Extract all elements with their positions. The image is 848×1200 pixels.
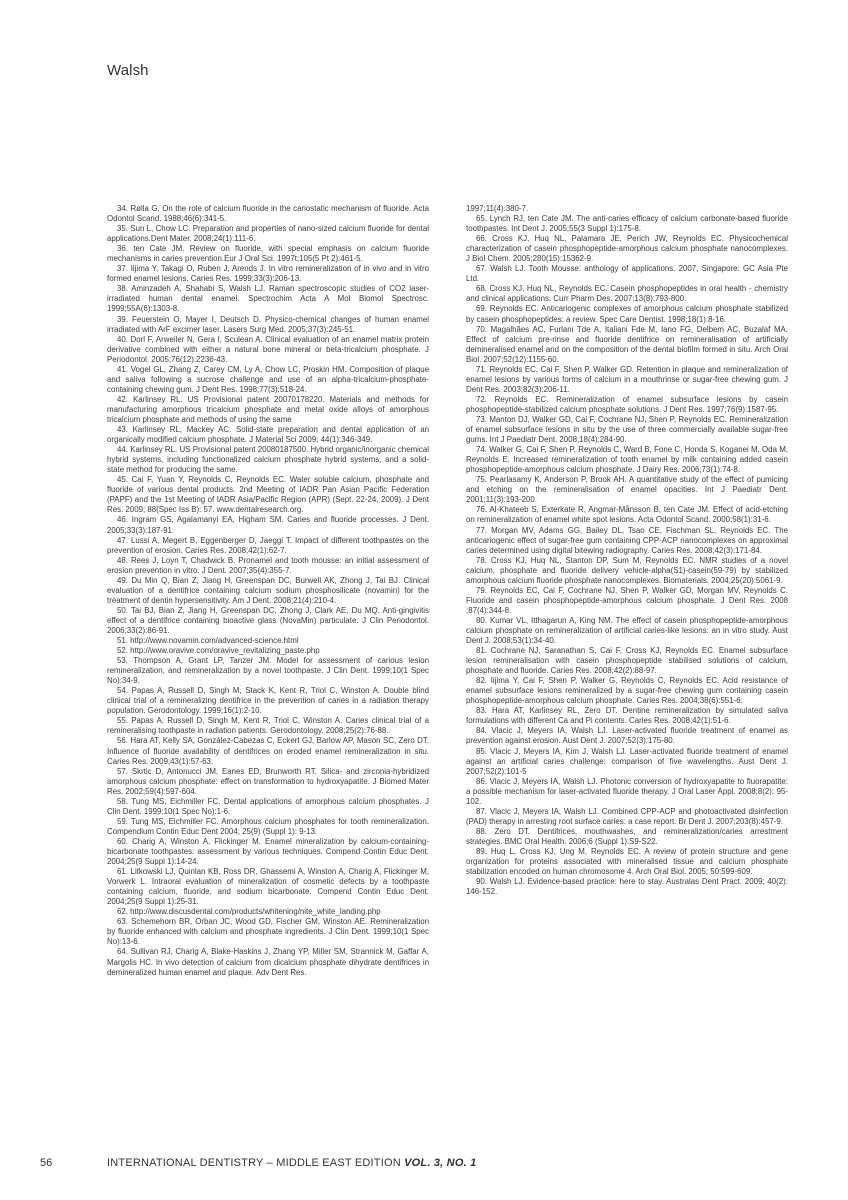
reference-entry: 86. Vlacic J, Meyers IA, Walsh LJ. Photonic conversion of hydroxyapatite to fluorapatite: a possible mechanism for laser-activated fluoride therapy. J Oral Laser Appl. 2008;8(2): 95-102.	[466, 776, 788, 806]
reference-entry: 83. Hara AT, Karlinsey RL, Zero DT. Dentine remineralization by simulated saliva formulations with different Ca and Pi contents. Caries Res. 2008;42(1):51-6.	[466, 706, 788, 726]
reference-entry: 81. Cochrane NJ, Saranathan S, Cai F, Cross KJ, Reynolds EC. Enamel subsurface lesion remineralisation with casein phosphopeptide stabilised solutions of calcium, phosphate and fluoride. Caries Res. 2008;42(2):88-97.	[466, 646, 788, 676]
references-column-right	[466, 204, 788, 897]
reference-entry: 77. Morgan MV, Adams GG, Bailey DL, Tsao CE, Fischman SL, Reynolds EC. The anticariogenic effect of sugar-free gum containing CPP-ACP nanocomplexes on approximal caries determined using digital bitewing radiography. Caries Res. 2008;42(3):171-84.	[466, 525, 788, 555]
reference-entry: 40. Dorl F, Arweiler N, Gera I, Sculean A. Clinical evaluation of an enamel matrix protein derivative combined with either a natural bone mineral or beta-tricalcium phosphate. J Periodontol. 2005;76(12):2236-43.	[107, 334, 429, 364]
reference-entry: 57. Skrtic D, Antonucci JM, Eanes ED, Brunworth RT. Silica- and zirconia-hybridized amorphous calcium phosphate: effect on transformation to hydroxyapatite. J Biomed Mater Res. 2002;59(4):597-604.	[107, 766, 429, 796]
reference-entry: 54. Papas A, Russell D, Singh M, Stack K, Kent R, Triol C, Winston A. Double blind clinical trial of a remineralizing dentifrice in the prevention of caries in a radiation therapy population. Gerodontology. 1999;16(1):2-10.	[107, 686, 429, 716]
reference-entry: 64. Sullivan RJ, Charig A, Blake-Haskins J, Zhang YP, Miller SM, Strannick M, Gaffar A, Margolis HC. In vivo detection of calcium from dicalcium phosphate dihydrate dentifrices in demineralized human enamel and plaque. Adv Dent Res.	[107, 947, 429, 977]
reference-entry: 88. Zero DT. Dentifrices, mouthwashes, and remineralization/caries arrestment strategies. BMC Oral Health. 2006;6 (Suppl 1):S9-S22.	[466, 826, 788, 846]
reference-entry: 52. http://www.oravive.com/oravive_revitalizing_paste.php	[117, 646, 320, 656]
reference-entry: 60. Charig A, Winston A, Flickinger M. Enamel mineralization by calcium-containing-bicarbonate toothpastes: assessment by various techniques. Compend Contin Educ Dent. 2004;25(9 Suppl 1):14-24.	[107, 836, 429, 867]
reference-entry: 73. Manton DJ, Walker GD, Cai F, Cochrane NJ, Shen P, Reynolds EC. Remineralization of enamel subsurface lesions in situ by the use of three commercially available sugar-free gums. Int J Paediatr Dent. 2008;18(4):284-90.	[466, 414, 788, 445]
reference-entry: 48. Rees J, Loyn T, Chadwick B. Pronamel and tooth mousse: an initial assessment of erosion prevention in vitro. J Dent. 2007;35(4):355-7.	[107, 555, 429, 575]
reference-entry: 47. Lussi A, Megert B, Eggenberger D, Jaeggi T. Impact of different toothpastes on the prevention of erosion. Caries Res. 2008;42(1):62-7.	[107, 535, 429, 555]
reference-entry: 39. Feuerstein O, Mayer I, Deutsch D. Physico-chemical changes of human enamel irradiated with ArF excimer laser. Lasers Surg Med. 2005;37(3):245-51.	[107, 314, 429, 334]
reference-entry: 79. Reynolds EC, Cai F, Cochrane NJ, Shen P, Walker GD, Morgan MV, Reynolds C. Fluoride and casein phosphopeptide-amorphous calcium phosphate. J Dent Res. 2008 ;87(4):344-8.	[466, 585, 788, 615]
reference-entry: 85. Vlacic J, Meyers IA, Kim J, Walsh LJ. Laser-activated fluoride treatment of enamel against an artificial caries challenge: comparison of five wavelengths. Aust Dent J. 2007;52(2):101-5	[466, 746, 788, 776]
journal-volume: VOL. 3, NO. 1	[404, 1157, 477, 1169]
running-header-author: Walsh	[107, 62, 149, 79]
reference-entry: 90. Walsh LJ. Evidence-based practice: here to stay. Australas Dent Pract. 2009; 40(2): 146-152.	[466, 877, 788, 897]
reference-entry: 82. Iijima Y, Cai F, Shen P, Walker G, Reynolds C, Reynolds EC. Acid resistance of enamel subsurface lesions remineralized by a sugar-free chewing gum containing casein phosphopeptide-amorphous calcium phosphate. Caries Res. 2004;38(6):551-6.	[466, 676, 788, 706]
journal-edition: – MIDDLE EAST EDITION	[266, 1157, 401, 1169]
reference-entry: 36. ten Cate JM. Review on fluoride, with special emphasis on calcium fluoride mechanisms in caries prevention.Eur J Oral Sci. 1997t;105(5 Pt 2):461-5.	[107, 244, 429, 264]
reference-entry: 70. Magalhães AC, Furlani Tde A, Italiani Fde M, Iano FG, Delbem AC, Buzalaf MA. Effect of calcium pre-rinse and fluoride dentifrice on remineralisation of artificially demineralised enamel and on the composition of the dental biofilm formed in situ. Arch Oral Biol. 2007;52(12):1155-60.	[466, 324, 788, 364]
reference-entry: 38. Aminzadeh A, Shahabi S, Walsh LJ. Raman spectroscopic studies of CO2 laser-irradiated human dental enamel. Spectrochim Acta A Mol Biomol Spectrosc. 1999;55A(6):1303-8.	[107, 284, 429, 314]
reference-entry: 78. Cross KJ, Huq NL, Stanton DP, Sum M, Reynolds EC. NMR studies of a novel calcium, phosphate and fluoride delivery vehicle-alpha(S1)-casein(59-79) by stabilized amorphous calcium fluoride phosphate nanocomplexes. Biomaterials. 2004;25(20):5061-9.	[466, 555, 788, 585]
reference-entry: 71. Reynolds EC, Cai F, Shen P, Walker GD. Retention in plaque and remineralization of enamel lesions by various forms of calcium in a mouthrinse or sugar-free chewing gum. J Dent Res. 2003;82(3):206-11.	[466, 364, 788, 394]
reference-entry: 58. Tung MS, Eichmiller FC. Dental applications of amorphous calcium phosphates. J Clin Dent. 1999;10(1 Spec No):1-6.	[107, 796, 429, 816]
reference-entry: 55. Papas A, Russell D, Singh M, Kent R, Triol C, Winston A. Caries clinical trial of a remineralising toothpaste in radiation patients. Gerodontology. 2008;25(2):76-88.	[107, 716, 429, 736]
reference-entry: 53. Thompson A, Grant LP, Tanzer JM. Model for assessment of carious lesion remineralization, and remineralization by a novel toothpaste. J Clin Dent. 1999;10(1 Spec No):34-9.	[107, 656, 429, 686]
reference-entry: 75. Pearlasamy K, Anderson P, Brook AH. A quantitative study of the effect of pumicing and etching on the remineralisation of enamel opacities. Int J Paediatr Dent. 2001;11(3):193-200.	[466, 475, 788, 505]
reference-entry: 62. http://www.discusdental.com/products/whitening/nite_white_landing.php	[117, 907, 381, 917]
reference-entry: 35. Sun L, Chow LC. Preparation and properties of nano-sized calcium fluoride for dental applications.Dent Mater. 2008;24(1):111-6.	[107, 224, 429, 244]
reference-entry: 50. Tai BJ, Bian Z, Jiang H, Greenspan DC, Zhong J, Clark AE, Du MQ. Anti-gingivitis effect of a dentifrice containing bioactive glass (NovaMin) particulate. J Clin Periodontol. 2006;33(2):86-91.	[107, 605, 429, 635]
reference-entry: 51. http://www.novamin.com/advanced-science.html	[117, 636, 299, 646]
reference-entry: 69. Reynolds EC. Anticariogenic complexes of amorphous calcium phosphate stabilized by casein phosphopeptides: a review. Spec Care Dentist. 1998;18(1):8-16.	[466, 304, 788, 324]
reference-entry: 61. Litkowski LJ, Quinlan KB, Ross DR, Ghassemi A, Winston A, Charig A, Flickinger M, Vorwerk L. Intraoral evaluation of mineralization of cosmetic defects by a toothpaste containing calcium, fluoride, and sodium bicarbonate. Compend Contin Educ Dent. 2004;25(9 Suppl 1):25-31.	[107, 867, 429, 907]
reference-entry: 72. Reynolds EC. Remineralization of enamel subsurface lesions by casein phosphopeptide-stabilized calcium phosphate solutions. J Dent Res. 1997;76(9):1587-95.	[466, 394, 788, 414]
reference-entry: 84. Vlacic J, Meyers IA, Walsh LJ. Laser-activated fluoride treatment of enamel as prevention against erosion. Aust Dent J. 2007;52(3):175-80.	[466, 726, 788, 746]
reference-entry: 63. Schemehorn BR, Orban JC, Wood GD, Fischer GM, Winston AE. Remineralization by fluoride enhanced with calcium and phosphate ingredients. J Clin Dent. 1999;10(1 Spec No):13-6.	[107, 917, 429, 947]
references-column-left	[107, 204, 429, 978]
reference-entry: 43. Karlinsey RL, Mackey AC. Solid-state preparation and dental application of an organically modified calcium phosphate. J Material Sci 2009; 44(1):346-349.	[107, 425, 429, 445]
reference-entry: 80. Kumar VL, Itthagarun A, King NM. The effect of casein phosphopeptide-amorphous calcium phosphate on remineralization of artificial caries-like lesions: an in vitro study. Aust Dent J. 2008;53(1):34-40.	[466, 615, 788, 646]
page-number: 56	[40, 1157, 53, 1169]
reference-entry: 56. Hara AT, Kelly SA, González-Cabezas C, Eckert GJ, Barlow AP, Mason SC, Zero DT. Influence of fluoride availability of dentifrices on eroded enamel remineralization in situ. Caries Res. 2009;43(1):57-63.	[107, 736, 429, 766]
reference-entry: 87. Vlacic J, Meyers IA, Walsh LJ. Combined CPP-ACP and photoactivated disinfection (PAD) therapy in arresting root surface caries: a case report. Br Dent J. 2007;203(8):457-9.	[466, 806, 788, 826]
reference-entry: 76. Al-Khateeb S, Exterkate R, Angmar-Månsson B, ten Cate JM. Effect of acid-etching on remineralization of enamel white spot lesions. Acta Odontol Scand. 2000;58(1):31-6.	[466, 505, 788, 525]
reference-entry: 68. Cross KJ, Huq NL, Reynolds EC. Casein phosphopeptides in oral health - chemistry and clinical applications. Curr Pharm Des. 2007;13(8):793-800.	[466, 284, 788, 304]
reference-entry: 74. Walker G, Cai F, Shen P, Reynolds C, Ward B, Fone C, Honda S, Koganei M, Oda M, Reynolds E. Increased remineralization of tooth enamel by milk containing added casein phosphopeptide-amorphous calcium phosphate. J Dairy Res. 2006;73(1):74-8.	[466, 445, 788, 475]
journal-title	[107, 1157, 476, 1169]
reference-entry: 1997;11(4):380-7.	[466, 204, 529, 213]
reference-entry: 44. Karlinsey RL. US Provisional patent 20080187500. Hybrid organic/inorganic chemical hybrid systems, including functionalized calcium phosphate hybrid systems, and a solid-state method for producing the same.	[107, 445, 429, 475]
reference-entry: 41. Vogel GL, Zhang Z, Carey CM, Ly A, Chow LC, Proskin HM. Composition of plaque and saliva following a sucrose challenge and use of an alpha-tricalcium-phosphate-containing chewing gum. J Dent Res. 1998;77(3):518-24.	[107, 364, 429, 394]
reference-entry: 45. Cai F, Yuan Y, Reynolds C, Reynolds EC. Water soluble calcium, phosphate and fluoride of various dental products. 2nd Meeting of IADR Pan Asian Pacific Federation (PAPF) and the 1st Meeting of IADR Asia/Pacific Region (APR) (Sept. 22-24, 2009). J Dent Res. 2009; 88(Spec Iss B): 57. www.dentalresearch.org.	[107, 475, 429, 515]
reference-entry: 34. Rølla G. On the role of calcium fluoride in the cariostatic mechanism of fluoride. Acta Odontol Scand. 1988;46(6):341-5.	[107, 204, 429, 224]
reference-entry: 59. Tung MS, Eichmiller FC. Amorphous calcium phosphates for tooth remineralization. Compendium Contin Educ Dent 2004; 25(9) (Suppl 1): 9-13.	[107, 816, 429, 836]
reference-entry: 46. Ingram GS, Agalamanyi EA, Higham SM. Caries and fluoride processes. J Dent. 2005;33(3):187-91.	[107, 515, 429, 535]
journal-name: INTERNATIONAL DENTISTRY	[107, 1157, 264, 1169]
reference-entry: 37. Iijima Y, Takagi O, Ruben J, Arends J. In vitro remineralization of in vivo and in vitro formed enamel lesions. Caries Res. 1999;33(3):206-13.	[107, 264, 429, 284]
reference-entry: 66. Cross KJ, Huq NL, Palamara JE, Perich JW, Reynolds EC. Physicochemical characterization of casein phosphopeptide-amorphous calcium phosphate nanocomplexes. J Biol Chem. 2005;280(15):15362-9.	[466, 234, 788, 264]
reference-entry: 49. Du Min Q, Bian Z, Jiang H, Greenspan DC, Burwell AK, Zhong J, Tai BJ. Clinical evaluation of a dentifrice containing calcium sodium phosphosilicate (novamin) for the treatment of dentin hypersensitivity. Am J Dent. 2008;21(4):210-4.	[107, 575, 429, 605]
reference-entry: 42. Karlinsey RL. US Provisional patent 20070178220. Materials and methods for manufacturing amorphous tricalcium phosphate and metal oxide alloys of amorphous tricalcium phosphate and methods of using the same	[107, 394, 429, 424]
reference-entry: 67. Walsh LJ. Tooth Mousse: anthology of applications. 2007, Singapore: GC Asia Pte Ltd.	[466, 264, 788, 284]
reference-entry: 65. Lynch RJ, ten Cate JM. The anti-caries efficacy of calcium carbonate-based fluoride toothpastes. Int Dent J. 2005;55(3 Suppl 1):175-8.	[466, 214, 788, 234]
reference-entry: 89. Huq L, Cross KJ, Ung M, Reynolds EC. A review of protein structure and gene organization for proteins associated with mineralised tissue and calcium phosphate stabilization encoded on human chromosome 4. Arch Oral Biol. 2005; 50:599-609.	[466, 847, 788, 877]
